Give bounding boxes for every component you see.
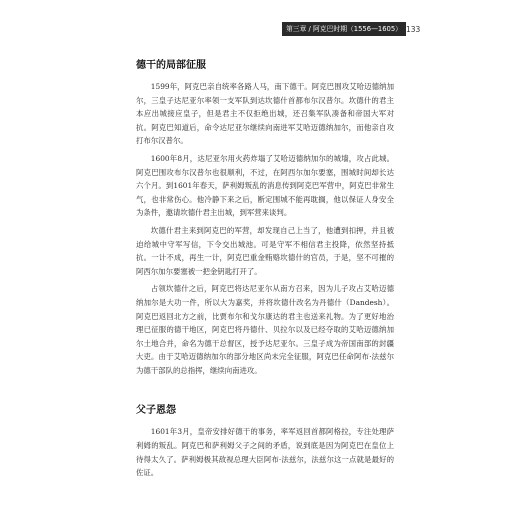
section-partial-conquest-of-deccan (136, 60, 394, 377)
running-header (282, 22, 421, 36)
section-father-son-feud (136, 405, 394, 479)
paragraph: 坎德什君主来到阿克巴的军营，却发现自己上当了，他遭到扣押，并且被迫给城中守军写信，下令交出城池。可是守军不相信君主投降，依然坚持抵抗。一计不成，再生一计，阿克巴重金贿赂坎德什的官员，于是，坚不可摧的阿西尔加尔要塞被一把金钥匙打开了。 (136, 225, 394, 276)
chapter-header: 第三章 / 阿克巴时期（1556—1605） (282, 22, 406, 36)
section-title: 父子恩怨 (136, 405, 176, 417)
paragraph: 1599年，阿克巴亲自统率各路人马，南下德干。阿克巴围攻艾哈迈德纳加尔，三皇子达尼亚尔率领一支军队到达坎德什首都布尔汉普尔。坎德什的君主本应出城接应皇子，但是君主不仅拒绝出城，还召集军队凑备和帝国大军对抗。阿克巴知道后，命令达尼亚尔继续向南进军艾哈迈德纳加尔，而他亲自攻打布尔汉普尔。 (136, 82, 394, 146)
paragraph: 1601年3月，皇帝安排好德干的事务，率军返回首都阿格拉，专注处理萨利姆的叛乱。阿克巴和萨利姆父子之间的矛盾，说到底是因为阿克巴在皇位上待得太久了。萨利姆极其敌视总理大臣阿布·法兹尔，法兹尔这一点就是最好的佐证。 (136, 427, 394, 478)
page-content (136, 60, 394, 480)
paragraph: 1600年8月，达尼亚尔用火药炸塌了艾哈迈德纳加尔的城墙，攻占此城。阿克巴围攻布尔汉普尔也很顺利，不过，在阿西尔加尔要塞，围城时间却长达六个月。到1601年春天，萨利姆叛乱的消息传到阿克巴军营中，阿克巴非常生气，也非常伤心。他冷静下来之后，断定围城不能再耽搁，他以保证人身安全为条件，邀请坎德什君主出城，到军营来谈判。 (136, 153, 394, 218)
paragraph: 占领坎德什之后，阿克巴将达尼亚尔从南方召来，因为儿子攻占艾哈迈德纳加尔是大功一件，所以大为嘉奖，并将坎德什改名为丹德什（Dandesh）。阿克巴返回北方之前，比贾布尔和戈尔康达的君主也送来礼物。为了更好地治理已征服的德干地区，阿克巴将丹德什、贝拉尔以及已经夺取的艾哈迈德纳加尔土地合并，命名为德干总督区，授予达尼亚尔。三皇子成为帝国南部的封疆大吏。由于艾哈迈德纳加尔的部分地区尚未完全征服，阿克巴任命阿布·法兹尔为德干部队的总指挥，继续向南进攻。 (136, 284, 394, 375)
page-number: 133 (405, 24, 421, 34)
section-title: 德干的局部征服 (136, 60, 206, 71)
